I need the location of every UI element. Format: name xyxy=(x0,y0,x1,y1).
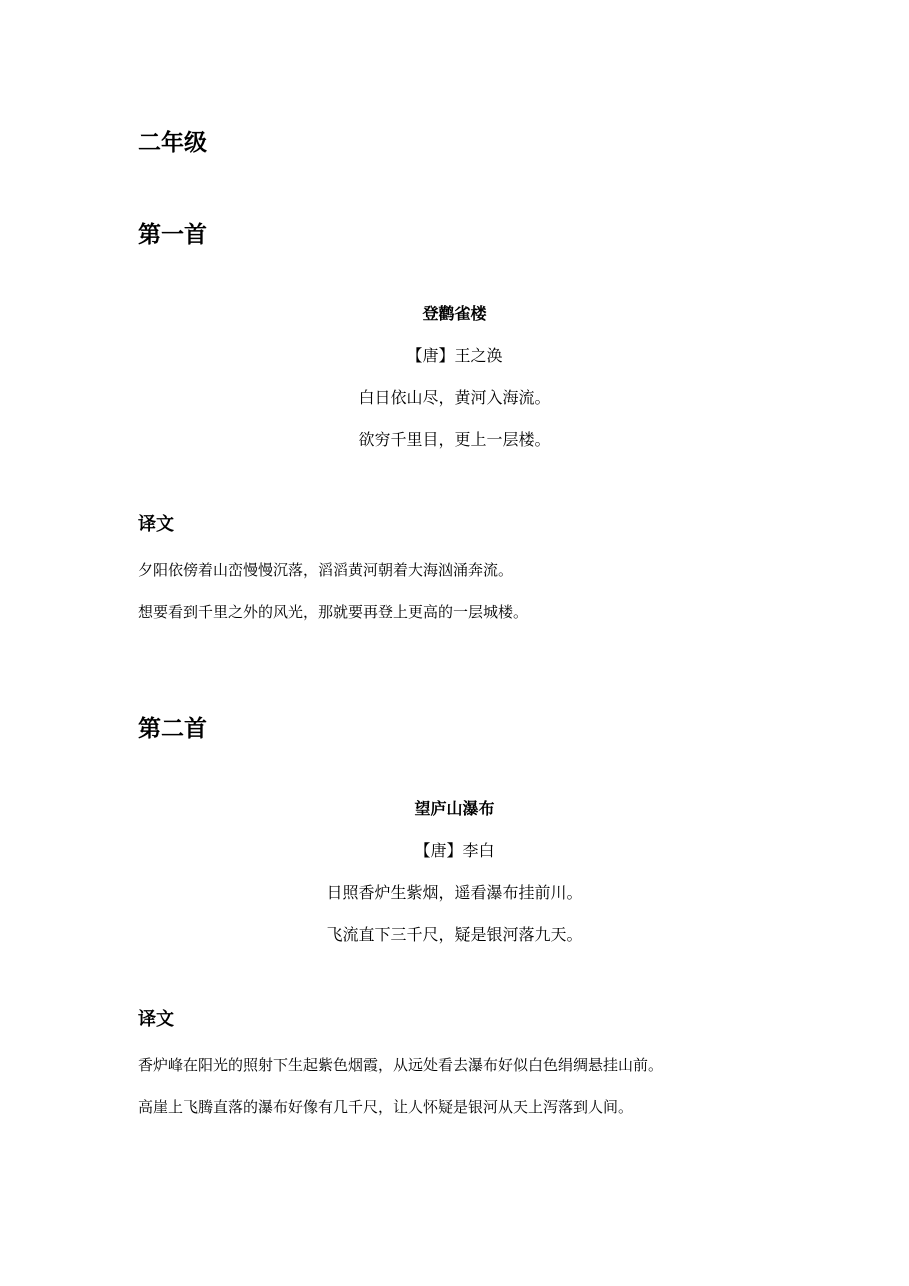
poem-1-translation xyxy=(138,556,798,640)
poem-1-author: 【唐】王之涣 xyxy=(406,346,503,365)
poem-1-translation-line-2: 想要看到千里之外的风光，那就要再登上更高的一层城楼。 xyxy=(138,603,529,621)
poem-2-line-1: 日照香炉生紫烟，遥看瀑布挂前川。 xyxy=(326,883,583,902)
poem-2-heading: 第二首 xyxy=(138,716,207,742)
poem-2-translation-heading: 译文 xyxy=(138,1009,174,1030)
poem-1-translation-heading: 译文 xyxy=(138,514,174,535)
poem-2-line-2: 飞流直下三千尺，疑是银河落九天。 xyxy=(326,925,583,944)
poem-2-title: 望庐山瀑布 xyxy=(414,799,495,818)
grade-heading: 二年级 xyxy=(138,130,207,156)
poem-2-translation-line-1: 香炉峰在阳光的照射下生起紫色烟霞，从远处看去瀑布好似白色绢绸悬挂山前。 xyxy=(138,1056,664,1074)
poem-1-heading: 第一首 xyxy=(138,222,207,248)
poem-2-body xyxy=(0,795,909,963)
poem-1-translation-line-1: 夕阳依傍着山峦慢慢沉落，滔滔黄河朝着大海汹涌奔流。 xyxy=(138,561,514,579)
poem-1-title: 登鹳雀楼 xyxy=(422,304,487,323)
poem-2-author: 【唐】李白 xyxy=(414,841,495,860)
poem-1-line-1: 白日依山尽，黄河入海流。 xyxy=(358,388,551,407)
poem-2-translation xyxy=(138,1051,798,1135)
poem-1-body xyxy=(0,300,909,468)
poem-2-translation-line-2: 高崖上飞腾直落的瀑布好像有几千尺，让人怀疑是银河从天上泻落到人间。 xyxy=(138,1098,634,1116)
poem-1-line-2: 欲穷千里目，更上一层楼。 xyxy=(358,430,551,449)
